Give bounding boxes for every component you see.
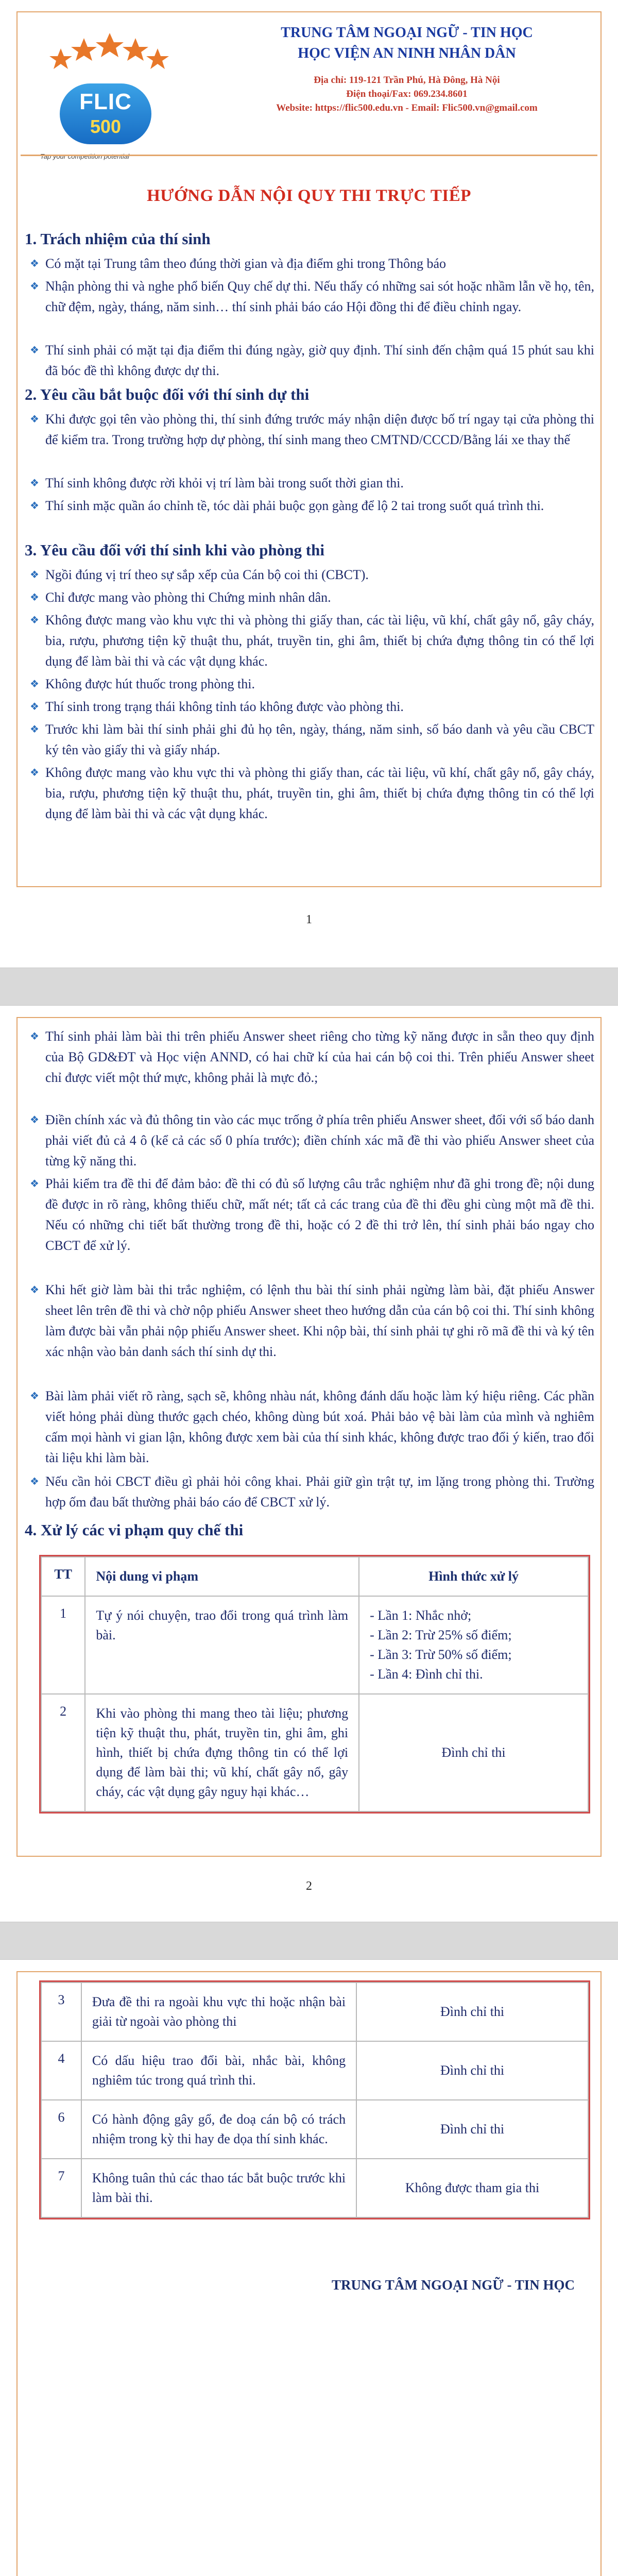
section-3-item: ❖ Điền chính xác và đủ thông tin vào các mục trống ở phía trên phiếu Answer sheet, đối với số báo danh phải viết đủ cả 4 ô (kể cả các số 0 phía trước); điền chính xác mã đề thi vào phiếu Answer sheet của từng kỹ năng thi. <box>45 1110 594 1172</box>
section-3-item: ❖ Nếu cần hỏi CBCT điều gì phải hỏi công khai. Phải giữ gìn trật tự, im lặng trong phòng thi. Trường hợp ốm đau bất thường phải báo cáo để CBCT xử lý. <box>45 1471 594 1513</box>
logo <box>30 18 179 160</box>
section-3-item: ❖ Không được hút thuốc trong phòng thi. <box>45 674 594 694</box>
violation-content: Khi vào phòng thi mang theo tài liệu; phương tiện kỹ thuật thu, phát, truyền tin, ghi âm, ghi hình, thiết bị chứa đựng thông tin có thể lợi dụng để làm bài thi; vũ khí, chất gây nổ, gây cháy, các vật dụng gây nguy hại khác… <box>85 1694 359 1811</box>
table-row <box>41 2100 588 2159</box>
section-2-item: ❖ Thí sinh mặc quần áo chỉnh tề, tóc dài phải buộc gọn gàng để lộ 2 tai trong suốt quá trình thi. <box>45 496 594 516</box>
section-2-item: ❖ Khi được gọi tên vào phòng thi, thí sinh đứng trước máy nhận diện được bố trí ngay tại cửa phòng thi để kiểm tra. Trong trường hợp dự phòng, thí sinh mang theo CMTND/CCCD/Bằng lái xe thay thế <box>45 409 594 450</box>
violations-table-grid <box>41 1982 589 2218</box>
header-info <box>232 23 582 115</box>
table-row <box>41 1694 588 1811</box>
violation-content: Tự ý nói chuyện, trao đổi trong quá trình làm bài. <box>85 1596 359 1694</box>
footer-signature: TRUNG TÂM NGOẠI NGỮ - TIN HỌC <box>331 2277 575 2293</box>
section-1-heading: 1. Trách nhiệm của thí sinh <box>25 230 211 248</box>
violations-table <box>39 1555 590 1814</box>
section-3-item: ❖ Bài làm phải viết rõ ràng, sạch sẽ, không nhàu nát, không đánh dấu hoặc làm ký hiệu riêng. Các phần viết hỏng phải dùng thước gạch chéo, không dùng bút xoá. Phải bảo vệ bài làm của mình và nghiêm cấm mọi hành vi gian lận, không được xem bài của thí sinh khác, không được trao đổi ý kiến, trao đổi tài liệu khi làm bài. <box>45 1386 594 1468</box>
penalty <box>359 1596 588 1694</box>
penalty: Đình chỉ thi <box>356 2041 588 2100</box>
document-title: HƯỚNG DẪN NỘI QUY THI TRỰC TIẾP <box>147 187 471 205</box>
table-row <box>41 2041 588 2100</box>
penalty: Không được tham gia thi <box>356 2159 588 2217</box>
section-4-heading: 4. Xử lý các vi phạm quy chế thi <box>25 1521 244 1539</box>
website-email: Website: https://flic500.edu.vn - Email: Flic500.vn@gmail.com <box>276 103 538 113</box>
section-3-item: ❖ Thí sinh trong trạng thái không tỉnh táo không được vào phòng thi. <box>45 697 594 717</box>
violations-table-continued <box>39 1980 590 2219</box>
page-3 <box>0 1960 618 2576</box>
logo-text: FLIC <box>79 89 132 114</box>
penalty-line: - Lần 3: Trừ 50% số điểm; <box>370 1647 512 1662</box>
phone: Điện thoại/Fax: 069.234.8601 <box>346 89 468 99</box>
violations-table-grid <box>41 1556 589 1812</box>
logo-number: 500 <box>90 116 122 137</box>
violation-content: Đưa đề thi ra ngoài khu vực thi hoặc nhận bài giải từ ngoài vào phòng thi <box>81 1982 356 2041</box>
section-3-item: ❖ Thí sinh phải làm bài thi trên phiếu Answer sheet riêng cho từng kỹ năng được in sẵn theo quy định của Bộ GD&ĐT và Học viện ANND, có hai chữ kí của hai cán bộ coi thi. Trên phiếu Answer sheet chỉ được viết một thứ mực, không phải là mực đỏ.; <box>45 1026 594 1088</box>
stars-decoration <box>40 28 169 79</box>
penalty-line: - Lần 4: Đình chỉ thi. <box>370 1667 483 1682</box>
penalty: Đình chỉ thi <box>359 1694 588 1811</box>
header-content: Nội dung vi phạm <box>85 1557 359 1596</box>
penalty-line: - Lần 1: Nhắc nhở; <box>370 1608 472 1623</box>
table-row <box>41 1982 588 2041</box>
row-number: 2 <box>41 1694 85 1811</box>
section-3-item: ❖ Khi hết giờ làm bài thi trắc nghiệm, có lệnh thu bài thí sinh phải ngừng làm bài, đặt phiếu Answer sheet lên trên đề thi và chờ nộp phiếu Answer sheet theo hướng dẫn của cán bộ coi thi. Thí sinh không làm được bài vẫn phải nộp phiếu Answer sheet. Khi nộp bài, thí sinh phải tự ghi rõ mã đề thi và ký tên xác nhận vào bản danh sách thí sinh dự thi. <box>45 1280 594 1362</box>
row-number: 1 <box>41 1596 85 1694</box>
section-1-item: ❖ Nhận phòng thi và nghe phổ biến Quy chế dự thi. Nếu thấy có những sai sót hoặc nhầm lẫn về họ, tên, chữ đệm, ngày, tháng, năm sinh… thí sinh phải báo cáo Hội đồng thi để điều chỉnh ngay. <box>45 276 594 317</box>
row-number: 7 <box>41 2159 81 2217</box>
header-divider <box>21 155 597 156</box>
section-3-item: ❖ Phải kiểm tra đề thi để đảm bảo: đề thi có đủ số lượng câu trắc nghiệm như đã ghi trong đề; nội dung đề được in rõ ràng, không thiếu chữ, mất nét; tất cả các trang của đề thi đều ghi cùng một mã đề thi. Nếu có những chi tiết bất thường trong đề thi, hoặc có 2 đề thi trở lên, thí sinh phải báo ngay cho CBCT để xử lý. <box>45 1174 594 1256</box>
section-3-item: ❖ Không được mang vào khu vực thi và phòng thi giấy than, các tài liệu, vũ khí, chất gây nổ, gây cháy, bia, rượu, phương tiện kỹ thuật thu, phát, truyền tin, ghi âm, thiết bị chứa đựng thông tin có thể lợi dụng để làm bài thi và các vật dụng khác. <box>45 610 594 672</box>
section-3-item: ❖ Trước khi làm bài thí sinh phải ghi đủ họ tên, ngày, tháng, năm sinh, số báo danh và yêu cầu CBCT ký tên vào giấy thi và giấy nháp. <box>45 719 594 760</box>
flic-logo-badge <box>60 83 151 144</box>
address: Địa chỉ: 119-121 Trần Phú, Hà Đông, Hà Nội <box>314 75 500 86</box>
row-number: 3 <box>41 1982 81 2041</box>
header-tt: TT <box>41 1557 85 1596</box>
section-1-item: ❖ Có mặt tại Trung tâm theo đúng thời gian và địa điểm ghi trong Thông báo <box>45 253 594 274</box>
penalty-line: - Lần 2: Trừ 25% số điểm; <box>370 1628 512 1642</box>
section-3-item: ❖ Ngồi đúng vị trí theo sự sắp xếp của Cán bộ coi thi (CBCT). <box>45 565 594 585</box>
row-number: 4 <box>41 2041 81 2100</box>
violation-content: Không tuân thủ các thao tác bắt buộc trước khi làm bài thi. <box>81 2159 356 2217</box>
page-2 <box>0 1006 618 1922</box>
header-action: Hình thức xử lý <box>359 1557 588 1596</box>
table-header-row <box>41 1557 588 1596</box>
section-3-item: ❖ Chỉ được mang vào phòng thi Chứng minh nhân dân. <box>45 587 594 608</box>
row-number: 6 <box>41 2100 81 2159</box>
table-row <box>41 1596 588 1694</box>
section-2-heading: 2. Yêu cầu bắt buộc đối với thí sinh dự thi <box>25 385 310 403</box>
logo-tagline: Tap your competition potential <box>40 152 129 160</box>
page-1 <box>0 0 618 968</box>
page-number: 1 <box>306 913 312 926</box>
table-row <box>41 2159 588 2217</box>
penalty: Đình chỉ thi <box>356 2100 588 2159</box>
section-3-heading: 3. Yêu cầu đối với thí sinh khi vào phòng thi <box>25 541 324 559</box>
institute-name: HỌC VIỆN AN NINH NHÂN DÂN <box>298 45 516 61</box>
violation-content: Có dấu hiệu trao đổi bài, nhắc bài, không nghiêm túc trong quá trình thi. <box>81 2041 356 2100</box>
page-number: 2 <box>306 1879 312 1893</box>
org-name: TRUNG TÂM NGOẠI NGỮ - TIN HỌC <box>281 25 533 41</box>
page-gap <box>0 1922 618 1960</box>
section-1-item: ❖ Thí sinh phải có mặt tại địa điểm thi đúng ngày, giờ quy định. Thí sinh đến chậm quá 15 phút sau khi đã bóc đề thì không được dự thi. <box>45 340 594 381</box>
penalty: Đình chỉ thi <box>356 1982 588 2041</box>
section-2-item: ❖ Thí sinh không được rời khỏi vị trí làm bài trong suốt thời gian thi. <box>45 473 594 494</box>
page-gap <box>0 968 618 1006</box>
section-3-item: ❖ Không được mang vào khu vực thi và phòng thi giấy than, các tài liệu, vũ khí, chất gây nổ, gây cháy, bia, rượu, phương tiện kỹ thuật thu, phát, truyền tin, ghi âm, thiết bị chứa đựng thông tin có thể lợi dụng để làm bài thi và các vật dụng khác. <box>45 762 594 824</box>
violation-content: Có hành động gây gổ, đe doạ cán bộ có trách nhiệm trong kỳ thi hay đe dọa thí sinh khác. <box>81 2100 356 2159</box>
